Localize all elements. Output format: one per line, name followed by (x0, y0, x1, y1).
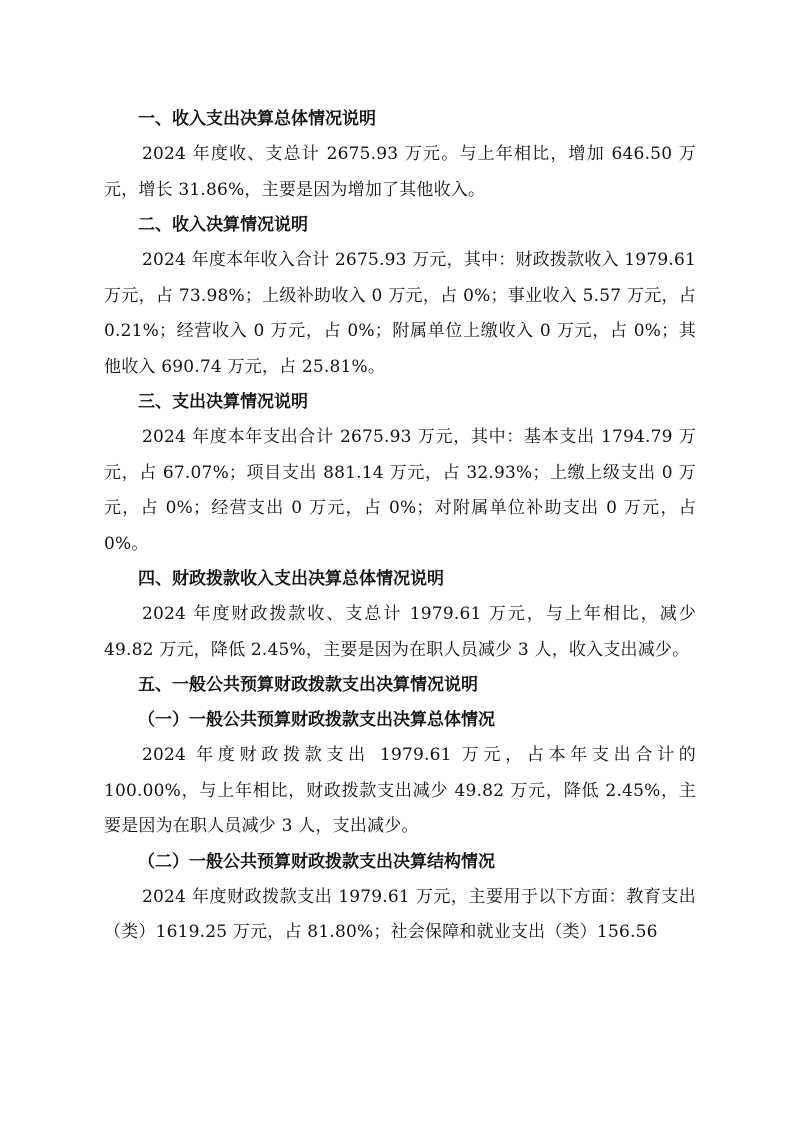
section-paragraph-1: 2024 年度收、支总计 2675.93 万元。与上年相比，增加 646.50 万元，增长 31.86%，主要是因为增加了其他收入。 (104, 144, 696, 200)
section-heading-5: 五、一般公共预算财政拨款支出决算情况说明 (138, 675, 478, 695)
section-paragraph-3: 2024 年度本年支出合计 2675.93 万元，其中：基本支出 1794.79 万元，占 67.07%；项目支出 881.14 万元，占 32.93%；上缴上级支出 0 万元，占 0%；经营支出 0 万元，占 0%；对附属单位补助支出 0 万元，占 0%。 (104, 427, 696, 554)
subsection-heading-5-2: （二）一般公共预算财政拨款支出决算结构情况 (138, 851, 495, 872)
section-paragraph-4: 2024 年度财政拨款收、支总计 1979.61 万元，与上年相比，减少 49.82 万元，降低 2.45%，主要是因为在职人员减少 3 人，收入支出减少。 (104, 604, 696, 660)
section-paragraph-2: 2024 年度本年收入合计 2675.93 万元，其中：财政拨款收入 1979.61 万元，占 73.98%；上级补助收入 0 万元，占 0%；事业收入 5.57 万元，占 0.21%；经营收入 0 万元，占 0%；附属单位上缴收入 0 万元，占 0%；其他收入 690.74 万元，占 25.81%。 (104, 250, 696, 377)
section-heading-1: 一、收入支出决算总体情况说明 (138, 109, 376, 129)
section-heading-4: 四、财政拨款收入支出决算总体情况说明 (138, 569, 444, 589)
subsection-heading-5-1: （一）一般公共预算财政拨款支出决算总体情况 (138, 710, 495, 730)
section-heading-3: 三、支出决算情况说明 (138, 392, 308, 412)
section-heading-2: 二、收入决算情况说明 (138, 215, 308, 235)
subsection-paragraph-5-2: 2024 年度财政拨款支出 1979.61 万元，主要用于以下方面：教育支出（类）1619.25 万元，占 81.80%；社会保障和就业支出（类）156.56 (104, 886, 696, 942)
document-body (104, 102, 696, 951)
subsection-paragraph-5-1: 2024 年度财政拨款支出 1979.61 万元，占本年支出合计的 100.00%，与上年相比，财政拨款支出减少 49.82 万元，降低 2.45%，主要是因为在职人员减少 3 人，支出减少。 (104, 745, 696, 836)
